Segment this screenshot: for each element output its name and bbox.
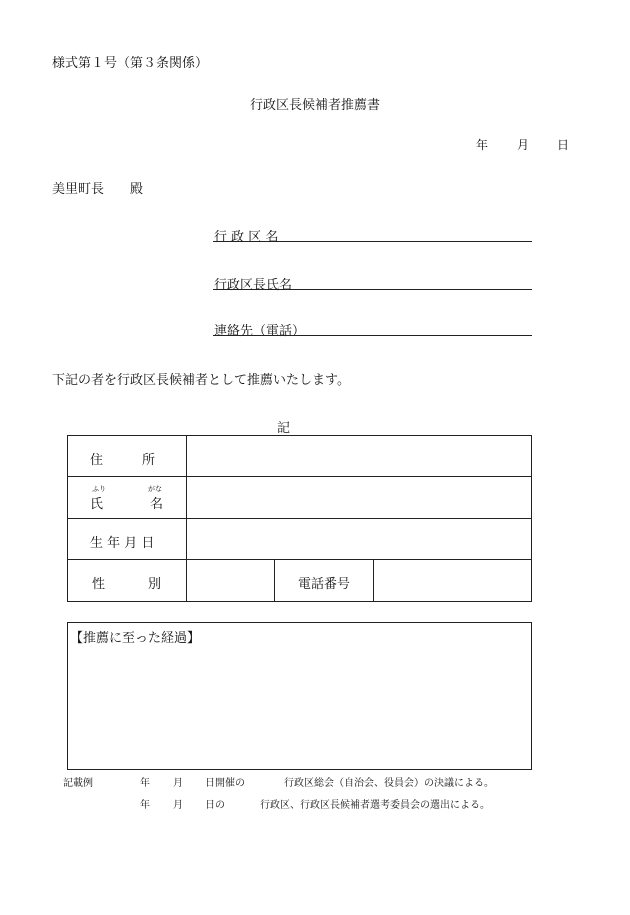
name-field[interactable]	[188, 478, 528, 517]
name-label: 氏	[90, 497, 104, 512]
recommendation-progress-heading: 【推薦に至った経過】	[70, 631, 201, 646]
furigana-label: がな	[148, 485, 162, 493]
table-row-divider	[67, 559, 531, 560]
gender-label: 別	[148, 577, 162, 592]
example-year: 年	[140, 800, 150, 811]
district-name-line[interactable]	[213, 241, 532, 242]
table-cell-divider	[373, 559, 374, 601]
table-row-divider	[67, 476, 531, 477]
contact-phone-label: 連絡先（電話）	[214, 324, 306, 339]
example-label: 記載例	[63, 778, 93, 789]
district-name-label: 行 政 区 名	[214, 230, 279, 245]
phone-number-field[interactable]	[375, 561, 529, 599]
date-day-label: 日	[557, 138, 570, 152]
date-month-label: 月	[517, 138, 530, 152]
example-year: 年	[140, 778, 150, 789]
document-title: 行政区長候補者推薦書	[250, 98, 381, 113]
furigana-label: ふり	[92, 485, 106, 493]
example-month: 月	[173, 800, 183, 811]
district-head-name-label: 行政区長氏名	[214, 278, 293, 293]
contact-phone-line[interactable]	[213, 335, 532, 336]
example-day: 日開催の	[205, 778, 245, 789]
birthdate-field[interactable]	[188, 520, 528, 558]
example-month: 月	[173, 778, 183, 789]
form-number: 様式第１号（第３条関係）	[52, 56, 209, 71]
example-text: 行政区、行政区長候補者選考委員会の選出による。	[260, 800, 490, 811]
address-field[interactable]	[188, 437, 528, 475]
example-day: 日の	[205, 800, 225, 811]
date-year-label: 年	[476, 138, 489, 152]
table-cell-divider	[274, 559, 275, 601]
example-text: 行政区総会（自治会、役員会）の決議による。	[284, 778, 494, 789]
district-head-name-line[interactable]	[213, 289, 532, 290]
address-label: 住 所	[90, 453, 156, 468]
name-label: 名	[150, 497, 164, 512]
table-row-divider	[67, 518, 531, 519]
ki-label: 記	[277, 421, 291, 436]
recommendation-statement: 下記の者を行政区長候補者として推薦いたします。	[52, 373, 350, 388]
phone-number-label: 電話番号	[298, 577, 351, 592]
birthdate-label: 生 年 月 日	[90, 536, 155, 551]
gender-field[interactable]	[188, 561, 273, 599]
gender-label: 性	[92, 577, 106, 592]
addressee-honorific: 殿	[130, 182, 144, 197]
addressee-name: 美里町長	[52, 182, 105, 197]
